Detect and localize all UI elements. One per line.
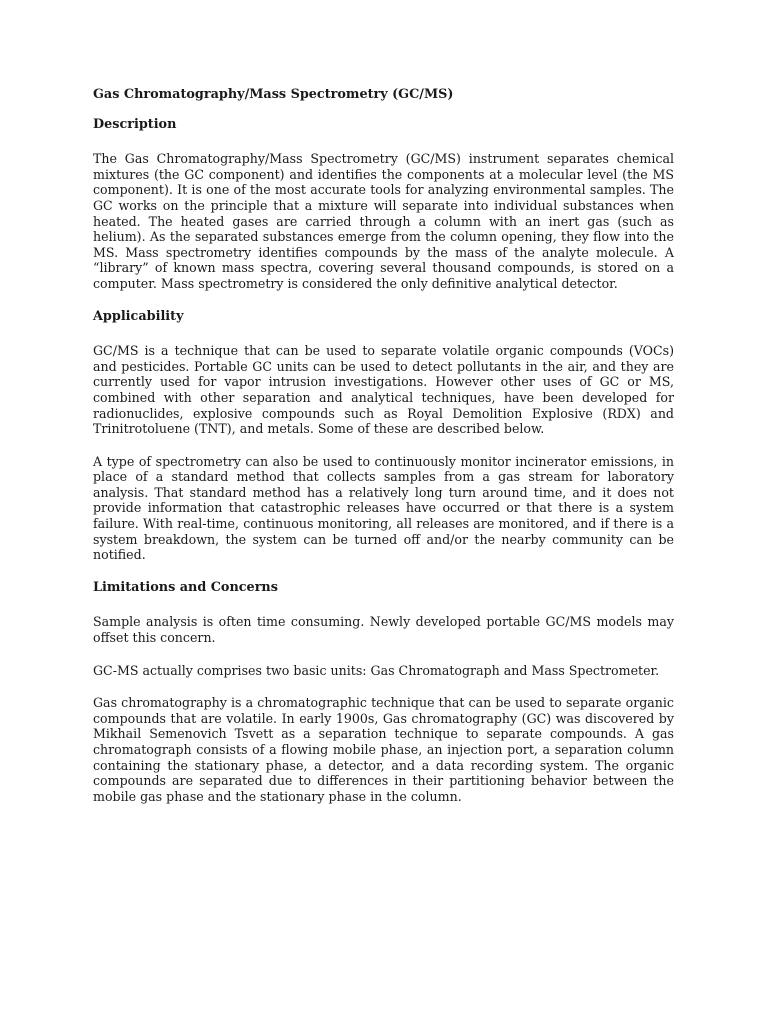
limitations-paragraph-3: Gas chromatography is a chromatographic technique that can be used to separate organic compounds that are volatile. In early 1900s, Gas chromatography (GC) was discovered by Mikhail Semenovich Tsvett as a separation technique to separate compounds. A gas chromatograph consists of a flowing mobile phase, an injection port, a separation column containing the stationary phase, a detector, and a data recording system. The organic compounds are separated due to differences in their partitioning behavior between the mobile gas phase and the stationary phase in the column. (93, 695, 674, 804)
section-heading-limitations: Limitations and Concerns (93, 579, 278, 595)
section-heading-description: Description (93, 116, 177, 132)
limitations-paragraph-2: GC-MS actually comprises two basic units: Gas Chromatograph and Mass Spectrometer. (93, 662, 660, 678)
limitations-paragraph-1: Sample analysis is often time consuming. Newly developed portable GC/MS models may offset this concern. (93, 614, 674, 646)
section-heading-applicability: Applicability (93, 308, 184, 324)
document-page (93, 87, 674, 821)
applicability-paragraph-2: A type of spectrometry can also be used to continuously monitor incinerator emissions, in place of a standard method that collects samples from a gas stream for laboratory analysis. That standard method has a relatively long turn around time, and it does not provide information that catastrophic releases have occurred or that there is a system failure. With real-time, continuous monitoring, all releases are monitored, and if there is a system breakdown, the system can be turned off and/or the nearby community can be notified. (93, 453, 674, 563)
description-paragraph: The Gas Chromatography/Mass Spectrometry (GC/MS) instrument separates chemical mixtures (the GC component) and identifies the components at a molecular level (the MS component). It is one of the most accurate tools for analyzing environmental samples. The GC works on the principle that a mixture will separate into individual substances when heated. The heated gases are carried through a column with an inert gas (such as helium). As the separated substances emerge from the column opening, they flow into the MS. Mass spectrometry identifies compounds by the mass of the analyte molecule. A “library” of known mass spectra, covering several thousand compounds, is stored on a computer. Mass spectrometry is considered the only definitive analytical detector. (93, 151, 674, 291)
document-title: Gas Chromatography/Mass Spectrometry (GC/MS) (93, 87, 454, 102)
applicability-paragraph-1: GC/MS is a technique that can be used to separate volatile organic compounds (VOCs) and pesticides. Portable GC units can be used to detect pollutants in the air, and they are currently used for vapor intrusion investigations. However other uses of GC or MS, combined with other separation and analytical techniques, have been developed for radionuclides, explosive compounds such as Royal Demolition Explosive (RDX) and Trinitrotoluene (TNT), and metals. Some of these are described below. (93, 343, 674, 437)
